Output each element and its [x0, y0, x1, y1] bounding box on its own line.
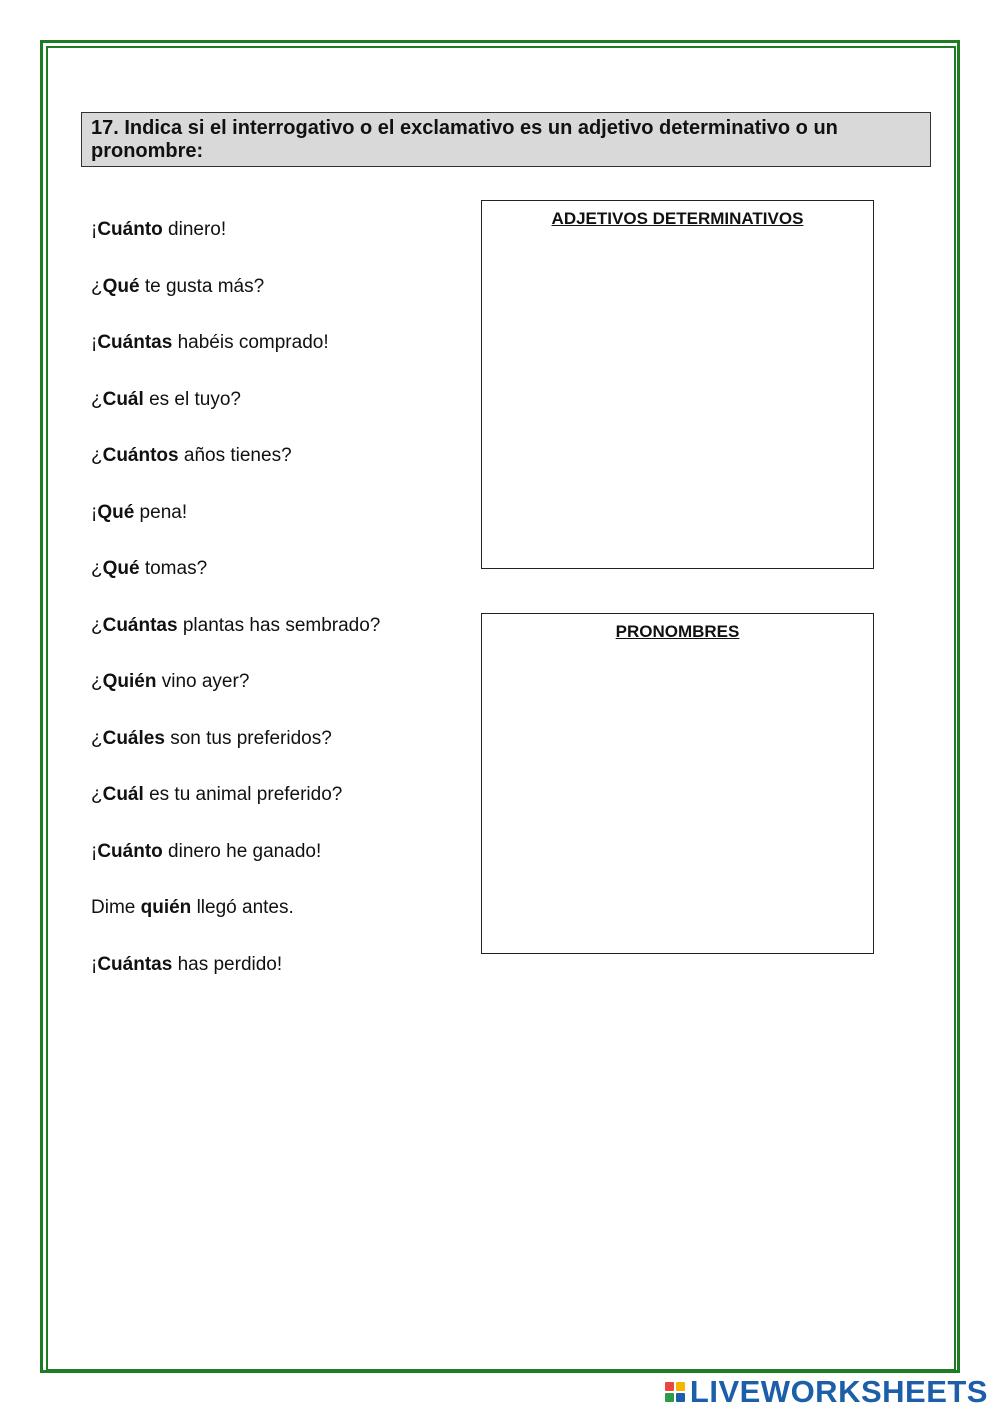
sentence-prefix: ¿ — [91, 784, 103, 805]
sentence-prefix: ¿ — [91, 671, 103, 692]
sentence-list — [91, 218, 471, 1009]
sentence-rest: llegó antes. — [191, 897, 294, 918]
exercise-instruction: 17. Indica si el interrogativo o el exclamativo es un adjetivo determinativo o un pronombre: — [81, 112, 931, 167]
sentence-keyword: Qué — [102, 275, 140, 297]
sentence-keyword: Cuál — [102, 784, 144, 805]
sentence-prefix: ¿ — [91, 388, 103, 410]
sentence-rest: tomas? — [139, 558, 208, 579]
sentence-rest: es el tuyo? — [143, 388, 241, 410]
liveworksheets-logo-icon — [665, 1382, 685, 1402]
sentence-prefix: ¿ — [91, 275, 103, 297]
sentence-rest: vino ayer? — [156, 671, 250, 692]
sentence-item[interactable] — [91, 331, 471, 388]
sentence-keyword: Cuáles — [102, 727, 165, 749]
sentence-keyword: Cuántas — [97, 332, 173, 353]
sentence-rest: dinero! — [162, 219, 227, 240]
sentence-rest: son tus preferidos? — [164, 727, 332, 749]
sentence-item[interactable] — [91, 218, 471, 275]
sentence-item[interactable] — [91, 840, 471, 897]
sentence-prefix: ¡ — [91, 840, 98, 862]
sentence-prefix: ¡ — [91, 332, 98, 353]
sentence-keyword: quién — [140, 897, 192, 918]
sentence-keyword: Cuál — [102, 388, 144, 410]
sentence-rest: plantas has sembrado? — [177, 614, 381, 636]
drop-box-pronombres[interactable] — [481, 613, 874, 954]
sentence-rest: años tienes? — [178, 445, 292, 466]
logo-square — [665, 1382, 674, 1391]
sentence-item[interactable] — [91, 444, 471, 501]
sentence-keyword: Cuántas — [102, 614, 178, 636]
sentence-item[interactable] — [91, 388, 471, 445]
sentence-item[interactable] — [91, 896, 471, 953]
brand-text: LIVEWORKSHEETS — [689, 1374, 988, 1409]
sentence-prefix: ¿ — [91, 727, 103, 749]
sentence-keyword: Cuántos — [102, 445, 179, 466]
liveworksheets-brand — [665, 1374, 988, 1410]
sentence-prefix: Dime — [91, 897, 141, 918]
sentence-rest: habéis comprado! — [172, 332, 329, 353]
sentence-rest: te gusta más? — [139, 275, 265, 297]
sentence-item[interactable] — [91, 727, 471, 784]
sentence-item[interactable] — [91, 275, 471, 332]
box-title-pronombres: PRONOMBRES — [615, 622, 740, 641]
sentence-prefix: ¡ — [91, 501, 98, 523]
sentence-prefix: ¿ — [91, 445, 103, 466]
sentence-item[interactable] — [91, 557, 471, 614]
sentence-keyword: Quién — [102, 671, 157, 692]
sentence-rest: dinero he ganado! — [162, 840, 322, 862]
logo-square — [665, 1393, 674, 1402]
box-title-adjetivos: ADJETIVOS DETERMINATIVOS — [551, 209, 804, 228]
sentence-item[interactable] — [91, 614, 471, 671]
sentence-keyword: Cuántas — [97, 953, 173, 975]
logo-square — [676, 1393, 685, 1402]
sentence-prefix: ¿ — [91, 614, 103, 636]
sentence-prefix: ¿ — [91, 558, 103, 579]
sentence-rest: pena! — [134, 501, 188, 523]
sentence-keyword: Qué — [102, 558, 140, 579]
logo-square — [676, 1382, 685, 1391]
sentence-prefix: ¡ — [91, 219, 98, 240]
sentence-item[interactable] — [91, 953, 471, 1010]
sentence-item[interactable] — [91, 501, 471, 558]
sentence-keyword: Cuánto — [97, 840, 163, 862]
sentence-keyword: Qué — [97, 501, 135, 523]
sentence-item[interactable] — [91, 783, 471, 840]
drop-box-adjetivos-determinativos[interactable] — [481, 200, 874, 569]
sentence-rest: es tu animal preferido? — [143, 784, 343, 805]
sentence-keyword: Cuánto — [97, 219, 163, 240]
sentence-item[interactable] — [91, 670, 471, 727]
sentence-prefix: ¡ — [91, 953, 98, 975]
sentence-rest: has perdido! — [172, 953, 283, 975]
